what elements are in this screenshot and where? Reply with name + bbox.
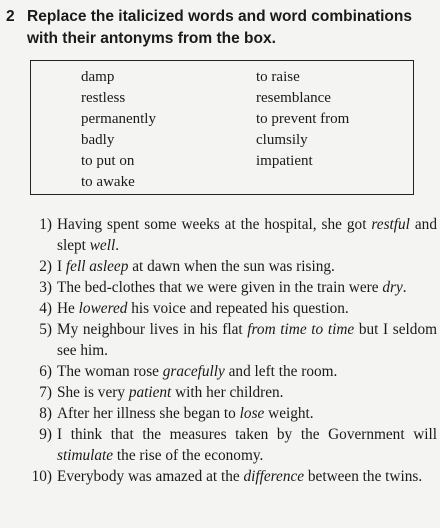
exercise-item-number: 5) — [39, 321, 52, 338]
italic-target-word: patient — [128, 384, 172, 401]
box-word: to awake — [81, 174, 135, 190]
sentence-fragment: The bed-clothes that we were given in the train were — [57, 279, 383, 296]
sentence-fragment: and slept — [57, 216, 437, 254]
sentence-fragment: and left the room. — [224, 363, 338, 380]
italic-target-word: well — [89, 237, 116, 254]
exercise-item — [0, 361, 437, 382]
word-box-left-column — [81, 67, 156, 193]
exercise-item — [0, 298, 437, 319]
exercise-item — [0, 256, 437, 277]
sentence-fragment: weight. — [264, 405, 314, 422]
sentence-fragment: . — [402, 279, 407, 296]
exercise-item-text — [57, 424, 437, 466]
italic-target-word: gracefully — [162, 363, 225, 380]
exercise-item — [0, 319, 437, 361]
italic-target-word: restful — [371, 216, 410, 233]
italic-target-word: dry — [382, 279, 403, 296]
exercise-item — [0, 424, 437, 466]
exercise-item-number: 3) — [39, 279, 52, 296]
exercise-item-number: 7) — [39, 384, 52, 401]
sentence-fragment: between the twins. — [304, 468, 423, 485]
sentence-fragment: but I seldom see him. — [57, 321, 437, 359]
sentence-fragment: I — [57, 258, 66, 275]
exercise-list — [0, 214, 440, 487]
box-word: to put on — [81, 153, 135, 169]
sentence-fragment: his voice and repeated his question. — [127, 300, 349, 317]
box-word: damp — [81, 69, 115, 85]
box-word: to raise — [256, 69, 300, 85]
sentence-fragment: The woman rose — [57, 363, 163, 380]
antonym-word-box — [30, 60, 414, 195]
exercise-item-number: 4) — [39, 300, 52, 317]
sentence-fragment: the rise of the economy. — [113, 447, 264, 464]
italic-target-word: difference — [243, 468, 305, 485]
exercise-item-text — [57, 277, 437, 298]
exercise-item — [0, 403, 437, 424]
sentence-fragment: He — [57, 300, 79, 317]
sentence-fragment: Everybody was amazed at the — [57, 468, 244, 485]
sentence-fragment: She is very — [57, 384, 129, 401]
task-number: 2 — [6, 8, 15, 25]
exercise-item — [0, 214, 437, 256]
exercise-item-text — [57, 319, 437, 361]
exercise-item-text — [57, 466, 437, 487]
box-word: impatient — [256, 153, 313, 169]
exercise-item-number: 1) — [39, 216, 52, 233]
exercise-item-number: 6) — [39, 363, 52, 380]
exercise-item — [0, 277, 437, 298]
box-word: to prevent from — [256, 111, 350, 127]
sentence-fragment: I think that the measures taken by the Government will — [57, 426, 437, 443]
box-word: restless — [81, 90, 126, 106]
italic-target-word: fell asleep — [65, 258, 129, 275]
italic-target-word: lowered — [78, 300, 128, 317]
exercise-item-text — [57, 298, 437, 319]
exercise-item-text — [57, 214, 437, 256]
italic-target-word: stimulate — [57, 447, 114, 464]
sentence-fragment: Having spent some weeks at the hospital, she got — [57, 216, 372, 233]
sentence-fragment: with her children. — [171, 384, 284, 401]
exercise-item-text — [57, 403, 437, 424]
exercise-item-text — [57, 361, 437, 382]
exercise-item-number: 8) — [39, 405, 52, 422]
box-word: permanently — [81, 111, 156, 127]
sentence-fragment: After her illness she began to — [57, 405, 240, 422]
word-box-right-column — [256, 67, 349, 172]
exercise-item-number: 2) — [39, 258, 52, 275]
exercise-item — [0, 382, 437, 403]
exercise-item — [0, 466, 437, 487]
exercise-item-text — [57, 256, 437, 277]
box-word: clumsily — [256, 132, 308, 148]
exercise-item-number: 10) — [31, 468, 52, 485]
exercise-item-number: 9) — [39, 426, 52, 443]
italic-target-word: lose — [239, 405, 265, 422]
sentence-fragment: . — [115, 237, 120, 254]
task-instruction: Replace the italicized words and word combinations with their antonyms from the box. — [27, 8, 412, 47]
box-word: resemblance — [256, 90, 331, 106]
box-word: badly — [81, 132, 115, 148]
exercise-item-text — [57, 382, 437, 403]
italic-target-word: from time to time — [247, 321, 355, 338]
sentence-fragment: at dawn when the sun was rising. — [128, 258, 335, 275]
sentence-fragment: My neighbour lives in his flat — [57, 321, 248, 338]
